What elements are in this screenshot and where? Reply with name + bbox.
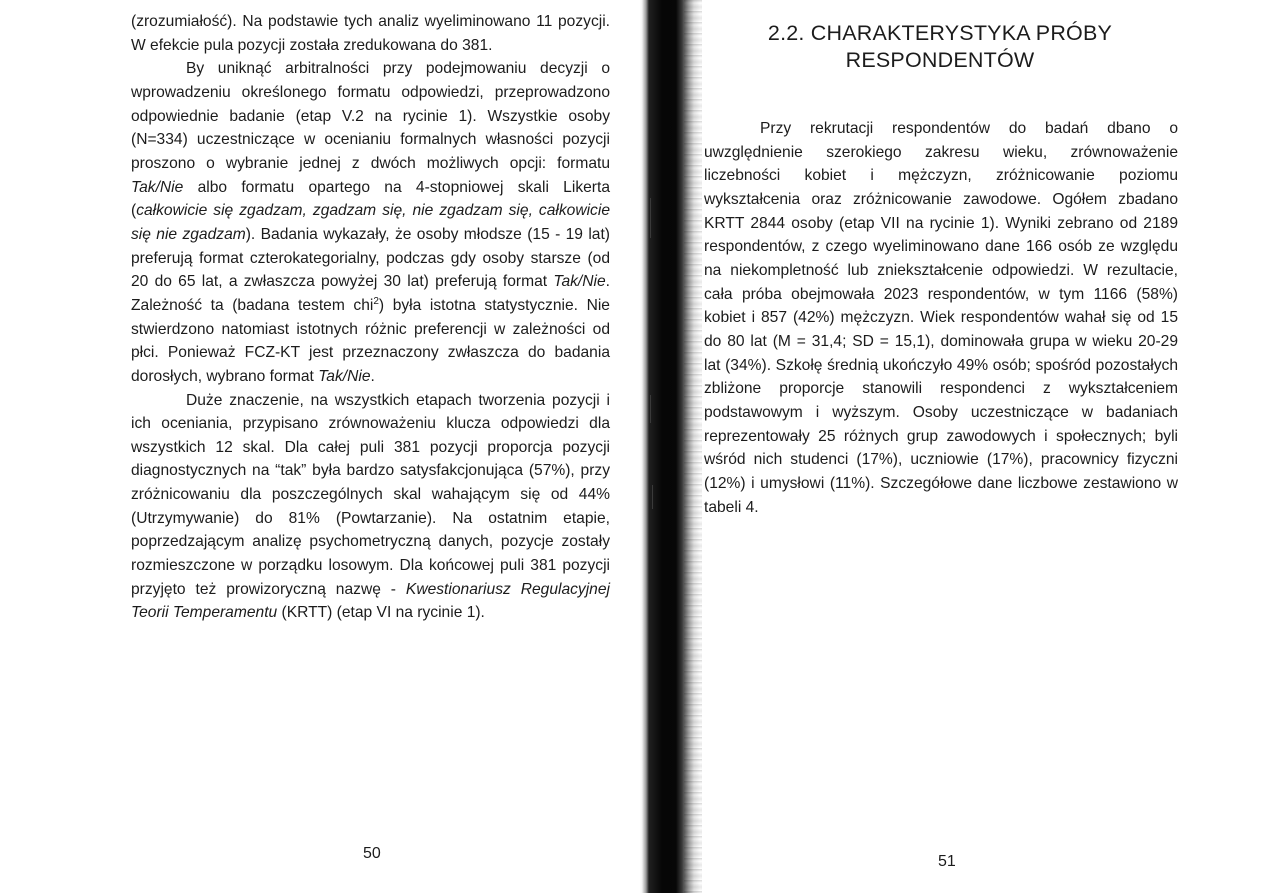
paragraph <box>131 57 610 388</box>
italic-text: Tak/Nie <box>553 273 606 291</box>
text-run: Przy rekrutacji respondentów do badań dbano o uwzględnienie szerokiego zakresu wieku, zrównoważenie liczebności kobiet i mężczyzn, zróżnicowanie poziomu wykształcenia oraz zróżnicowanie zawodowe. Ogółem zbadano KRTT 2844 osoby (etap VII na rycinie 1). Wyniki zebrano od 2189 respondentów, z czego wyeliminowano dane 166 osób ze względu na niekompletność lub zniekształcenie odpowiedzi. W rezultacie, cała próba obejmowała 2023 respondentów, w tym 1166 (58%) kobiet i 857 (42%) mężczyzn. Wiek respondentów wahał się od 15 do 80 lat (M = 31,4; SD = 15,1), dominowała grupa w wieku 20-29 lat (34%). Szkołę średnią ukończyło 49% osób; spośród pozostałych zbliżone proporcje stanowili respondenci z wykształceniem podstawowym i wyższym. Osoby uczestniczące w badaniach reprezentowały 25 różnych grup zawodowych i społecznych; byli wśród nich studenci (17%), uczniowie (17%), pracownicy fizyczni (12%) i umysłowi (11%). Szczegółowe dane liczbowe zestawiono w tabeli 4. <box>704 120 1178 516</box>
italic-text: całkowicie się zgadzam, zgadzam się, nie zgadzam się, całkowicie się nie zgadzam <box>131 202 610 243</box>
text-run: (KRTT) (etap VI na rycinie 1). <box>277 604 485 622</box>
right-page-body <box>704 117 1178 519</box>
text-run: . Zależność ta (badana testem chi <box>131 273 610 314</box>
right-page <box>700 0 1263 893</box>
italic-text: Kwestionariusz Regulacyjnej Teorii Temperamentu <box>131 580 610 622</box>
margin-mark <box>652 485 653 509</box>
section-heading-line-1: 2.2. CHARAKTERYSTYKA PRÓBY <box>767 21 1113 45</box>
left-page-body <box>131 10 610 625</box>
margin-mark <box>650 395 651 423</box>
margin-mark <box>650 198 651 238</box>
paragraph <box>131 10 610 57</box>
text-run: albo formatu opartego na 4-stopniowej skali Likerta ( <box>131 178 610 220</box>
italic-text: Tak/Nie <box>131 178 184 196</box>
paragraph <box>704 117 1178 519</box>
text-run: Duże znaczenie, na wszystkich etapach tworzenia pozycji i ich oceniania, przypisano zrównoważeniu klucza odpowiedzi dla wszystkich 12 skal. Dla całej puli 381 pozycji proporcja pozycji diagnostycznych na “tak” była bardzo satysfakcjonująca (57%), przy zróżnicowaniu dla poszczególnych skal wahającym się od 44% (Utrzymywanie) do 81% (Powtarzanie). Na ostatnim etapie, poprzedzającym analizę psychometryczną danych, pozycje zostały rozmieszczone w porządku losowym. Dla końcowej puli 381 pozycji przyjęto też prowizoryczną nazwę - <box>131 391 610 598</box>
paragraph <box>131 389 610 626</box>
text-run: By uniknąć arbitralności przy podejmowaniu decyzji o wprowadzeniu określonego formatu odpowiedzi, przeprowadzono odpowiednie badanie (etap V.2 na rycinie 1). Wszystkie osoby (N=334) uczestniczące w ocenianiu formalnych własności pozycji proszono o wybranie jednej z dwóch możliwych opcji: formatu <box>131 60 610 172</box>
italic-text: Tak/Nie <box>318 367 371 385</box>
left-page-number: 50 <box>363 845 381 862</box>
text-run: ) była istotna statystycznie. Nie stwierdzono natomiast istotnych różnic preferencji w zależności od płci. Ponieważ FCZ-KT jest przeznaczony zwłaszcza do badania dorosłych, wybrano format <box>131 296 610 385</box>
text-run: ). Badania wykazały, że osoby młodsze (15 - 19 lat) preferują format czterokategorialny, podczas gdy osoby starsze (od 20 do 65 lat, a zwłaszcza powyżej 30 lat) preferują format <box>131 225 611 291</box>
section-heading-line-2: RESPONDENTÓW <box>845 48 1035 72</box>
text-run: . <box>370 367 375 385</box>
section-heading <box>720 20 1160 74</box>
superscript: 2 <box>373 295 379 307</box>
text-run: (zrozumiałość). Na podstawie tych analiz wyeliminowano 11 pozycji. W efekcie pula pozycji została zredukowana do 381. <box>131 13 610 54</box>
right-page-number: 51 <box>938 853 956 870</box>
